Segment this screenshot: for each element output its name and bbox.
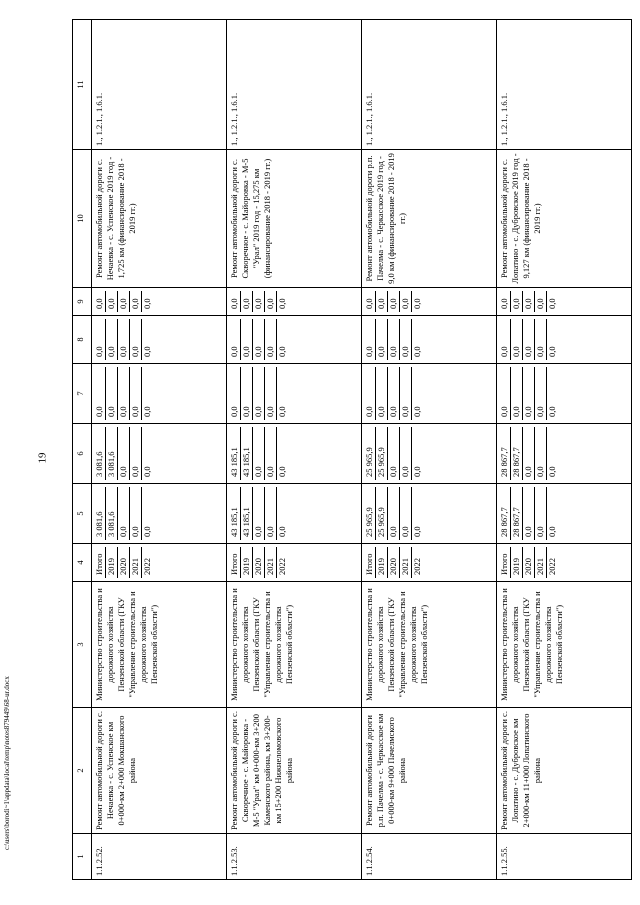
measure-name: Ремонт автомобильной дороги с. Скворечное - с. Майоровка - М-5 "Урал" км 0+000-км 3+200 Каменского района, км 3+200-км 15+200 Нижнеломовского района xyxy=(227,708,362,834)
table-row xyxy=(227,20,362,880)
federal-budget-cell xyxy=(497,364,632,424)
total-funding-cell-value: 0,0 xyxy=(523,487,535,540)
total-funding-cell-value: 0,0 xyxy=(388,487,400,540)
expected-result: Ремонт автомобильной дороги р.п. Пачелма - с. Черкасское 2019 год - 9,0 км (финансирование 2018 - 2019 гг.) xyxy=(362,150,497,288)
regional-budget-cell-value: 0,0 xyxy=(547,466,557,477)
other-sources-cell-value: 0,0 xyxy=(277,298,287,309)
expected-result: Ремонт автомобильной дороги с. Лопатино - с. Дубровское 2019 год - 9,127 км (финансирование 2018 - 2019 гг.) xyxy=(497,150,632,288)
other-sources-cell-value: 0,0 xyxy=(511,291,523,312)
regional-budget-cell-value: 0,0 xyxy=(277,466,287,477)
year-cell-value: 2020 xyxy=(118,547,130,578)
regional-budget-cell-value: 25 965,9 xyxy=(376,427,388,480)
col-header: 10 xyxy=(73,150,92,288)
col-header: 9 xyxy=(73,288,92,316)
col-header: 3 xyxy=(73,582,92,708)
federal-budget-cell-value: 0,0 xyxy=(106,367,118,420)
other-sources-cell-value: 0,0 xyxy=(376,291,388,312)
year-cell-value: 2021 xyxy=(535,547,547,578)
regional-budget-cell-value: 0,0 xyxy=(400,427,412,480)
federal-budget-cell-value: 0,0 xyxy=(535,367,547,420)
col-header: 8 xyxy=(73,316,92,364)
federal-budget-cell xyxy=(92,364,227,424)
regional-budget-cell-value: 28 867,7 xyxy=(511,427,523,480)
regional-budget-cell-value: 0,0 xyxy=(535,427,547,480)
federal-budget-cell-value: 0,0 xyxy=(277,406,287,417)
local-budget-cell xyxy=(227,316,362,364)
other-sources-cell xyxy=(497,288,632,316)
year-cell-value: Итого xyxy=(229,547,241,578)
local-budget-cell xyxy=(497,316,632,364)
total-funding-cell-value: 0,0 xyxy=(130,487,142,540)
regional-budget-cell-value: 0,0 xyxy=(388,427,400,480)
local-budget-cell xyxy=(92,316,227,364)
row-number: 1.1.2.53. xyxy=(227,834,362,880)
federal-budget-cell-value: 0,0 xyxy=(511,367,523,420)
measure-name: Ремонт автомобильной дороги с. Нечаевка - с. Успенское км 0+000-км 2+000 Мокшанского района xyxy=(92,708,227,834)
federal-budget-cell-value: 0,0 xyxy=(94,367,106,420)
other-sources-cell-value: 0,0 xyxy=(229,291,241,312)
executor: Министерство строительства и дорожного хозяйства Пензенской области (ГКУ "Управление строительства и дорожного хозяйства Пензенской области") xyxy=(92,582,227,708)
total-funding-cell-value: 0,0 xyxy=(253,487,265,540)
local-budget-cell-value: 0,0 xyxy=(118,319,130,360)
local-budget-cell-value: 0,0 xyxy=(277,346,287,357)
local-budget-cell-value: 0,0 xyxy=(364,319,376,360)
regional-budget-cell-value: 0,0 xyxy=(142,466,152,477)
local-budget-cell-value: 0,0 xyxy=(229,319,241,360)
year-cell-value: Итого xyxy=(94,547,106,578)
col-header: 4 xyxy=(73,544,92,582)
regional-budget-cell-value: 3 081,6 xyxy=(106,427,118,480)
regional-budget-cell-value: 0,0 xyxy=(523,427,535,480)
total-funding-cell-value: 43 185,1 xyxy=(241,487,253,540)
measure-name: Ремонт автомобильной дороги с. Лопатино - с. Дубровское км 2+000-км 11+000 Лопатинского района xyxy=(497,708,632,834)
federal-budget-cell-value: 0,0 xyxy=(142,406,152,417)
year-cell-value: 2022 xyxy=(142,558,152,575)
target-indicator-ref: 1., 1.2.1., 1.6.1. xyxy=(362,20,497,150)
regional-budget-cell xyxy=(497,424,632,484)
other-sources-cell-value: 0,0 xyxy=(118,291,130,312)
other-sources-cell-value: 0,0 xyxy=(535,291,547,312)
regional-budget-cell-value: 0,0 xyxy=(412,466,422,477)
local-budget-cell-value: 0,0 xyxy=(523,319,535,360)
other-sources-cell-value: 0,0 xyxy=(94,291,106,312)
col-header: 5 xyxy=(73,484,92,544)
other-sources-cell-value: 0,0 xyxy=(499,291,511,312)
total-funding-cell-value: 43 185,1 xyxy=(229,487,241,540)
year-cell-value: Итого xyxy=(499,547,511,578)
measure-name: Ремонт автомобильной дороги р.п. Пачелма - с. Черкасское км 0+000-км 9+000 Пачелмского района xyxy=(362,708,497,834)
total-funding-cell-value: 28 867,7 xyxy=(499,487,511,540)
regional-budget-cell-value: 0,0 xyxy=(265,427,277,480)
regional-budget-cell-value: 0,0 xyxy=(253,427,265,480)
local-budget-cell xyxy=(362,316,497,364)
total-funding-cell-value: 0,0 xyxy=(412,526,422,537)
year-cell xyxy=(92,544,227,582)
table-body xyxy=(92,20,632,880)
total-funding-cell-value: 0,0 xyxy=(142,526,152,537)
other-sources-cell-value: 0,0 xyxy=(253,291,265,312)
total-funding-cell-value: 25 965,9 xyxy=(364,487,376,540)
col-header: 6 xyxy=(73,424,92,484)
federal-budget-cell xyxy=(362,364,497,424)
year-cell-value: 2020 xyxy=(253,547,265,578)
regional-budget-cell-value: 43 185,1 xyxy=(229,427,241,480)
total-funding-cell-value: 28 867,7 xyxy=(511,487,523,540)
federal-budget-cell xyxy=(227,364,362,424)
page-number: 19 xyxy=(36,452,49,464)
year-cell xyxy=(362,544,497,582)
federal-budget-cell-value: 0,0 xyxy=(400,367,412,420)
local-budget-cell-value: 0,0 xyxy=(241,319,253,360)
federal-budget-cell-value: 0,0 xyxy=(241,367,253,420)
other-sources-cell xyxy=(362,288,497,316)
local-budget-cell-value: 0,0 xyxy=(400,319,412,360)
program-table xyxy=(72,19,632,880)
local-budget-cell-value: 0,0 xyxy=(142,346,152,357)
year-cell xyxy=(497,544,632,582)
year-cell xyxy=(227,544,362,582)
federal-budget-cell-value: 0,0 xyxy=(547,406,557,417)
col-header: 1 xyxy=(73,834,92,880)
local-budget-cell-value: 0,0 xyxy=(253,319,265,360)
year-cell-value: 2021 xyxy=(130,547,142,578)
regional-budget-cell-value: 43 185,1 xyxy=(241,427,253,480)
other-sources-cell-value: 0,0 xyxy=(130,291,142,312)
regional-budget-cell-value: 25 965,9 xyxy=(364,427,376,480)
regional-budget-cell xyxy=(362,424,497,484)
other-sources-cell xyxy=(92,288,227,316)
executor: Министерство строительства и дорожного хозяйства Пензенской области (ГКУ "Управление строительства и дорожного хозяйства Пензенской области") xyxy=(227,582,362,708)
other-sources-cell-value: 0,0 xyxy=(412,298,422,309)
year-cell-value: 2022 xyxy=(277,558,287,575)
year-cell-value: Итого xyxy=(364,547,376,578)
other-sources-cell-value: 0,0 xyxy=(400,291,412,312)
col-header: 2 xyxy=(73,708,92,834)
year-cell-value: 2019 xyxy=(106,547,118,578)
column-number-row xyxy=(73,20,92,880)
regional-budget-cell-value: 28 867,7 xyxy=(499,427,511,480)
other-sources-cell-value: 0,0 xyxy=(547,298,557,309)
table-row xyxy=(92,20,227,880)
federal-budget-cell-value: 0,0 xyxy=(364,367,376,420)
other-sources-cell-value: 0,0 xyxy=(265,291,277,312)
other-sources-cell-value: 0,0 xyxy=(388,291,400,312)
federal-budget-cell-value: 0,0 xyxy=(253,367,265,420)
local-budget-cell-value: 0,0 xyxy=(376,319,388,360)
year-cell-value: 2019 xyxy=(241,547,253,578)
total-funding-cell-value: 0,0 xyxy=(535,487,547,540)
federal-budget-cell-value: 0,0 xyxy=(376,367,388,420)
row-number: 1.1.2.54. xyxy=(362,834,497,880)
total-funding-cell-value: 3 081,6 xyxy=(106,487,118,540)
other-sources-cell-value: 0,0 xyxy=(364,291,376,312)
year-cell-value: 2020 xyxy=(388,547,400,578)
total-funding-cell-value: 0,0 xyxy=(265,487,277,540)
year-cell-value: 2021 xyxy=(400,547,412,578)
table-row xyxy=(362,20,497,880)
total-funding-cell xyxy=(227,484,362,544)
year-cell-value: 2022 xyxy=(412,558,422,575)
year-cell-value: 2019 xyxy=(376,547,388,578)
total-funding-cell-value: 25 965,9 xyxy=(376,487,388,540)
regional-budget-cell-value: 3 081,6 xyxy=(94,427,106,480)
federal-budget-cell-value: 0,0 xyxy=(118,367,130,420)
year-cell-value: 2019 xyxy=(511,547,523,578)
document-table-rotated xyxy=(72,20,632,880)
target-indicator-ref: 1., 1.2.1., 1.6.1. xyxy=(92,20,227,150)
federal-budget-cell-value: 0,0 xyxy=(130,367,142,420)
regional-budget-cell-value: 0,0 xyxy=(130,427,142,480)
local-budget-cell-value: 0,0 xyxy=(106,319,118,360)
local-budget-cell-value: 0,0 xyxy=(94,319,106,360)
footer-file-path: c:\users\borodi~1\appdata\local\temp\notes879449\68-ur.docx xyxy=(3,676,11,850)
total-funding-cell xyxy=(497,484,632,544)
total-funding-cell-value: 0,0 xyxy=(400,487,412,540)
federal-budget-cell-value: 0,0 xyxy=(499,367,511,420)
regional-budget-cell xyxy=(92,424,227,484)
local-budget-cell-value: 0,0 xyxy=(265,319,277,360)
executor: Министерство строительства и дорожного хозяйства Пензенской области (ГКУ "Управление строительства и дорожного хозяйства Пензенской области") xyxy=(362,582,497,708)
federal-budget-cell-value: 0,0 xyxy=(412,406,422,417)
federal-budget-cell-value: 0,0 xyxy=(388,367,400,420)
local-budget-cell-value: 0,0 xyxy=(511,319,523,360)
executor: Министерство строительства и дорожного хозяйства Пензенской области (ГКУ "Управление строительства и дорожного хозяйства Пензенской области") xyxy=(497,582,632,708)
other-sources-cell xyxy=(227,288,362,316)
total-funding-cell-value: 3 081,6 xyxy=(94,487,106,540)
expected-result: Ремонт автомобильной дороги с. Скворечное - с. Майоровка - М-5 "Урал" 2019 год - 15,275 км (финансирование 2018 - 2019 гг.) xyxy=(227,150,362,288)
local-budget-cell-value: 0,0 xyxy=(535,319,547,360)
target-indicator-ref: 1., 1.2.1., 1.6.1. xyxy=(227,20,362,150)
total-funding-cell xyxy=(92,484,227,544)
local-budget-cell-value: 0,0 xyxy=(547,346,557,357)
regional-budget-cell xyxy=(227,424,362,484)
other-sources-cell-value: 0,0 xyxy=(106,291,118,312)
row-number: 1.1.2.52. xyxy=(92,834,227,880)
local-budget-cell-value: 0,0 xyxy=(499,319,511,360)
local-budget-cell-value: 0,0 xyxy=(388,319,400,360)
col-header: 7 xyxy=(73,364,92,424)
row-number: 1.1.2.55. xyxy=(497,834,632,880)
total-funding-cell-value: 0,0 xyxy=(547,526,557,537)
year-cell-value: 2022 xyxy=(547,558,557,575)
total-funding-cell-value: 0,0 xyxy=(118,487,130,540)
year-cell-value: 2021 xyxy=(265,547,277,578)
local-budget-cell-value: 0,0 xyxy=(412,346,422,357)
year-cell-value: 2020 xyxy=(523,547,535,578)
total-funding-cell xyxy=(362,484,497,544)
col-header: 11 xyxy=(73,20,92,150)
federal-budget-cell-value: 0,0 xyxy=(523,367,535,420)
federal-budget-cell-value: 0,0 xyxy=(265,367,277,420)
regional-budget-cell-value: 0,0 xyxy=(118,427,130,480)
other-sources-cell-value: 0,0 xyxy=(142,298,152,309)
other-sources-cell-value: 0,0 xyxy=(523,291,535,312)
other-sources-cell-value: 0,0 xyxy=(241,291,253,312)
table-row xyxy=(497,20,632,880)
target-indicator-ref: 1., 1.2.1., 1.6.1. xyxy=(497,20,632,150)
total-funding-cell-value: 0,0 xyxy=(277,526,287,537)
expected-result: Ремонт автомобильной дороги с. Нечаевка - с. Успенское 2019 год - 1,725 км (финансирование 2018 - 2019 гг.) xyxy=(92,150,227,288)
local-budget-cell-value: 0,0 xyxy=(130,319,142,360)
federal-budget-cell-value: 0,0 xyxy=(229,367,241,420)
